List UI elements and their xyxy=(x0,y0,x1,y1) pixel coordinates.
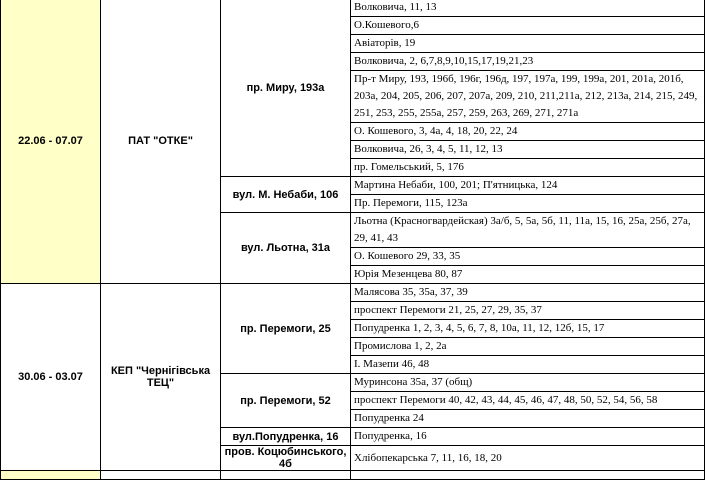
address-line: Пр. Перемоги, 115, 123а xyxy=(354,197,468,209)
address-line: Малясова 35, 35а, 37, 39 xyxy=(351,284,704,302)
address-line: Попудренка 1, 2, 3, 4, 5, 6, 7, 8, 10а, 11, 12, 12б, 15, 17 xyxy=(351,320,704,338)
organization-cell: КЕП "Чернігівська ТЕЦ" xyxy=(101,284,221,471)
address-line: Льотна (Красногвардейская) 3а/б, 5, 5а, 5б, 11, 11а, 15, 16, 25а, 25б, 27а, 29, 41, 43 xyxy=(351,213,704,248)
table-row xyxy=(1,471,705,480)
address-line: Волковича, 26, 3, 4, 5, 11, 12, 13 xyxy=(351,141,704,159)
address-line: Волковича, 11, 13 xyxy=(351,0,704,17)
period-cell xyxy=(1,471,101,480)
address-line: Попудренка 24 xyxy=(354,412,424,424)
organization-cell: ПАТ "ОТКЕ" xyxy=(101,0,221,284)
source-cell: пров. Коцюбинського, 4б xyxy=(221,446,351,471)
address-line: О. Кошевого, 3, 4а, 4, 18, 20, 22, 24 xyxy=(351,123,704,141)
address-line: О. Кошевого 29, 33, 35 xyxy=(351,248,704,266)
address-list xyxy=(351,374,705,428)
source-cell: пр. Миру, 193а xyxy=(221,0,351,177)
address-line: проспект Перемоги 21, 25, 27, 29, 35, 37 xyxy=(351,302,704,320)
address-line: Юрія Мезенцева 80, 87 xyxy=(354,268,463,280)
table-row xyxy=(1,0,705,177)
source-cell: вул.Попудренка, 16 xyxy=(221,428,351,446)
address-list xyxy=(351,284,705,374)
source-cell: пр. Перемоги, 52 xyxy=(221,374,351,428)
organization-cell xyxy=(101,471,221,480)
address-line: Мартина Небаби, 100, 201; П'ятницька, 124 xyxy=(351,177,704,195)
address-line: Муринсона 35а, 37 (общ) xyxy=(351,374,704,392)
address-line: Волковича, 2, 6,7,8,9,10,15,17,19,21,23 xyxy=(351,53,704,71)
source-cell xyxy=(221,471,351,480)
address-list xyxy=(351,177,705,213)
address-line: Попудренка, 16 xyxy=(354,430,427,442)
period-cell: 30.06 - 03.07 xyxy=(1,284,101,471)
address-list xyxy=(351,428,705,446)
address-list xyxy=(351,213,705,284)
address-line: пр. Гомельський, 5, 176 xyxy=(354,161,464,173)
address-line: Пр-т Миру, 193, 196б, 196г, 196д, 197, 197а, 199, 199а, 201, 201а, 201б, 203а, 204, 205, 206, 207, 207а, 209, 210, 211,211а, 212, 213а, 214, 215, 249, 251, 253, 255, 255а, 257, 259, 263, 269, 271, 271а xyxy=(351,71,704,123)
table-row xyxy=(1,284,705,374)
source-cell: вул. М. Небаби, 106 xyxy=(221,177,351,213)
address-list xyxy=(351,446,705,471)
address-line: проспект Перемоги 40, 42, 43, 44, 45, 46, 47, 48, 50, 52, 54, 56, 58 xyxy=(351,392,704,410)
source-cell: вул. Льотна, 31а xyxy=(221,213,351,284)
address-line: І. Мазепи 46, 48 xyxy=(354,358,430,370)
address-line: О.Кошевого,6 xyxy=(351,17,704,35)
address-line: Промислова 1, 2, 2а xyxy=(351,338,704,356)
address-list xyxy=(351,0,705,177)
address-line: Хлібопекарська 7, 11, 16, 18, 20 xyxy=(354,451,502,464)
address-list xyxy=(351,471,705,480)
source-cell: пр. Перемоги, 25 xyxy=(221,284,351,374)
address-line: Авіаторів, 19 xyxy=(351,35,704,53)
period-cell: 22.06 - 07.07 xyxy=(1,0,101,284)
